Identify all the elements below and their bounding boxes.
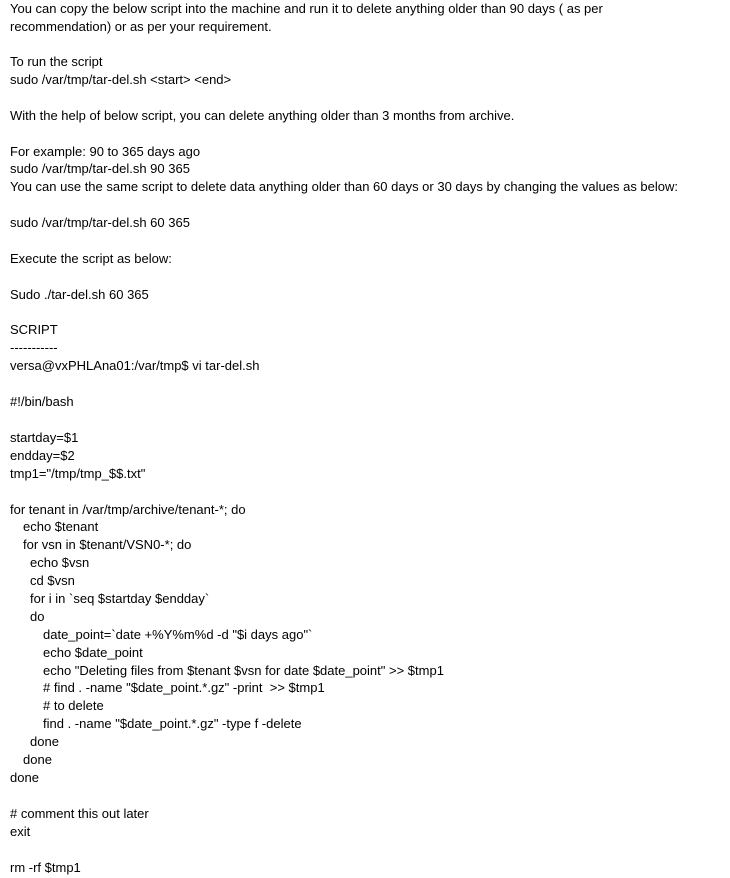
code-line: find . -name "$date_point.*.gz" -type f -delete — [43, 716, 302, 731]
text-line: For example: 90 to 365 days ago — [10, 144, 201, 159]
text-line: recommendation) or as per your requirement. — [10, 19, 272, 34]
text-line: To run the script — [10, 54, 103, 69]
code-line: rm -rf $tmp1 — [10, 860, 81, 875]
code-line: echo $vsn — [30, 555, 90, 570]
text-line: You can copy the below script into the machine and run it to delete anything older than 90 days ( as per — [10, 1, 603, 16]
code-line: endday=$2 — [10, 448, 75, 463]
code-line: done — [23, 752, 52, 767]
code-line: done — [10, 770, 39, 785]
code-line: tmp1="/tmp/tmp_$$.txt" — [10, 466, 146, 481]
code-line: # to delete — [43, 698, 104, 713]
text-line: sudo /var/tmp/tar-del.sh 60 365 — [10, 215, 190, 230]
text-line: You can use the same script to delete data anything older than 60 days or 30 days by changing the values as below: — [10, 179, 679, 194]
code-line: startday=$1 — [10, 430, 79, 445]
code-line: echo "Deleting files from $tenant $vsn for date $date_point" >> $tmp1 — [43, 663, 444, 678]
code-line: versa@vxPHLAna01:/var/tmp$ vi tar-del.sh — [10, 358, 260, 373]
section-divider: ----------- — [10, 340, 58, 355]
code-line: # find . -name "$date_point.*.gz" -print >> $tmp1 — [43, 680, 325, 695]
code-line: done — [30, 734, 59, 749]
code-line: do — [30, 609, 45, 624]
text-line: sudo /var/tmp/tar-del.sh <start> <end> — [10, 72, 232, 87]
code-line: date_point=`date +%Y%m%d -d "$i days ago"` — [43, 627, 313, 642]
code-line: exit — [10, 824, 31, 839]
text-line: Execute the script as below: — [10, 251, 172, 266]
text-line: With the help of below script, you can delete anything older than 3 months from archive. — [10, 108, 515, 123]
code-line: echo $tenant — [23, 519, 99, 534]
code-line: for tenant in /var/tmp/archive/tenant-*; do — [10, 502, 246, 517]
text-line: Sudo ./tar-del.sh 60 365 — [10, 287, 149, 302]
text-line: sudo /var/tmp/tar-del.sh 90 365 — [10, 161, 190, 176]
code-line: for i in `seq $startday $endday` — [30, 591, 210, 606]
section-heading: SCRIPT — [10, 322, 58, 337]
code-line: #!/bin/bash — [10, 394, 74, 409]
code-line: for vsn in $tenant/VSN0-*; do — [23, 537, 192, 552]
code-line: cd $vsn — [30, 573, 75, 588]
code-line: echo $date_point — [43, 645, 143, 660]
code-line: # comment this out later — [10, 806, 149, 821]
